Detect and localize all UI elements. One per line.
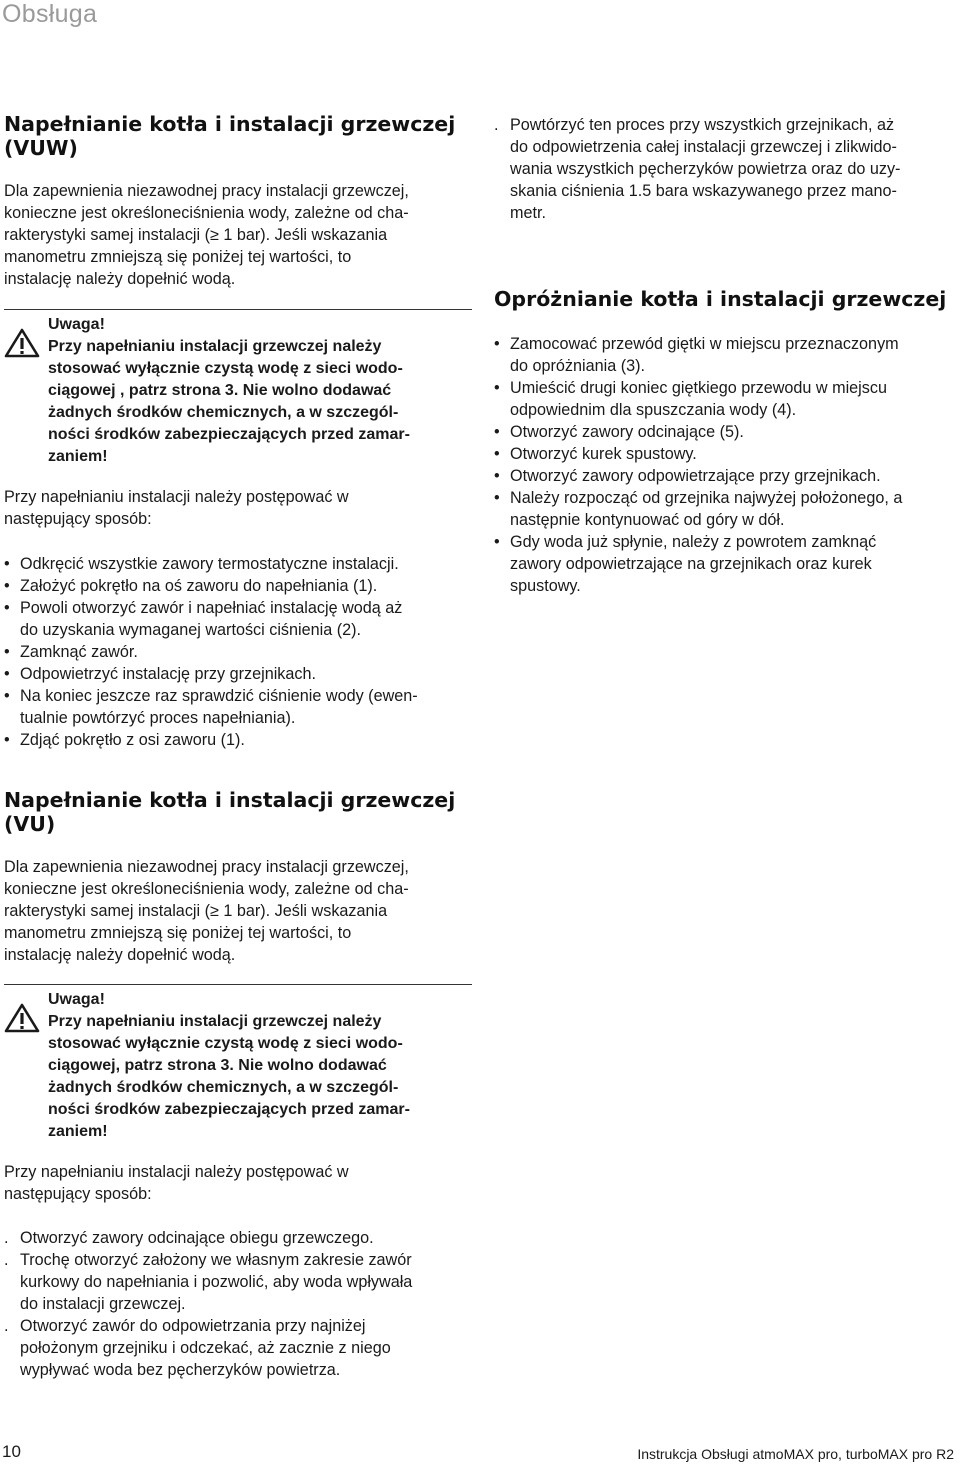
- bullet-icon: •: [494, 335, 500, 353]
- bullet-icon: •: [494, 379, 500, 397]
- warning-triangle-icon: [4, 328, 40, 358]
- list-item: • Zamocować przewód giętki w miejscu przeznaczonym do opróżniania (3).: [494, 335, 899, 375]
- dot-marker: .: [4, 1251, 9, 1269]
- continued-step: [494, 114, 954, 224]
- warning-title: Uwaga!: [48, 991, 105, 1008]
- section-heading-vu: Napełnianie kotła i instalacji grzewczej (VU): [4, 788, 456, 836]
- filling-steps-vu: [4, 1227, 472, 1381]
- warning-box-vuw: [4, 309, 472, 470]
- bullet-icon: •: [494, 467, 500, 485]
- page-number: 10: [2, 1442, 21, 1461]
- page-header: Obsługa: [2, 0, 98, 28]
- section-heading-draining: Opróżnianie kotła i instalacji grzewczej: [494, 287, 947, 311]
- filling-steps-vuw: [4, 553, 472, 751]
- procedure-intro-vu: Przy napełnianiu instalacji należy postępować w następujący sposób:: [4, 1163, 349, 1203]
- list-item: • Zamknąć zawór.: [4, 643, 138, 661]
- bullet-icon: •: [494, 489, 500, 507]
- list-item: • Odpowietrzyć instalację przy grzejnikach.: [4, 665, 316, 683]
- list-item: • Należy rozpocząć od grzejnika najwyżej położonego, a następnie kontynuować od góry w dół.: [494, 489, 903, 529]
- list-item: • Umieścić drugi koniec giętkiego przewodu w miejscu odpowiednim dla spuszczania wody (4).: [494, 379, 887, 419]
- list-item: • Otworzyć zawory odcinające (5).: [494, 423, 744, 441]
- section-intro-vu: Dla zapewnienia niezawodnej pracy instalacji grzewczej, konieczne jest określoneciśnienia wody, zależne od cha- rakterystyki samej instalacji (≥ 1 bar). Jeśli wskazania manometru zmniejszą się poniżej tej wartości, to instalację należy dopełnić wodą.: [4, 858, 409, 964]
- list-item: • Zdjąć pokrętło z osi zaworu (1).: [4, 731, 245, 749]
- bullet-icon: •: [494, 445, 500, 463]
- list-item: . Otworzyć zawór do odpowietrzania przy najniżej położonym grzejniku i odczekać, aż zacznie z niego wypływać woda bez pęcherzyków powietrza.: [4, 1317, 391, 1379]
- list-item: . Powtórzyć ten proces przy wszystkich grzejnikach, aż do odpowietrzenia całej instalacji grzewczej i zlikwido- wania wszystkich pęcherzyków powietrza oraz do uzy- skania ciśnienia 1.5 bara wskazywanego przez mano- metr.: [494, 116, 901, 222]
- dot-marker: .: [494, 116, 499, 134]
- list-item: • Otworzyć zawory odpowietrzające przy grzejnikach.: [494, 467, 881, 485]
- warning-box-vu: [4, 984, 472, 1145]
- list-item: • Odkręcić wszystkie zawory termostatyczne instalacji.: [4, 555, 399, 573]
- draining-steps: [494, 333, 954, 597]
- list-item: . Trochę otworzyć założony we własnym zakresie zawór kurkowy do napełniania i pozwolić, aby woda wpływała do instalacji grzewczej.: [4, 1251, 413, 1313]
- list-item: . Otworzyć zawory odcinające obiegu grzewczego.: [4, 1229, 374, 1247]
- bullet-icon: •: [4, 665, 10, 683]
- bullet-icon: •: [4, 599, 10, 617]
- warning-text: Przy napełnianiu instalacji grzewczej należy stosować wyłącznie czystą wodę z sieci wodo- ciągowej , patrz strona 3. Nie wolno dodawać żadnych środków chemicznych, a w szczegól- ności środków zabezpieczających przed zamar- zaniem!: [48, 338, 410, 465]
- dot-marker: .: [4, 1229, 9, 1247]
- warning-text: Przy napełnianiu instalacji grzewczej należy stosować wyłącznie czystą wodę z sieci wodo- ciągowej, patrz strona 3. Nie wolno dodawać żadnych środków chemicznych, a w szczegól- ności środków zabezpieczających przed zamar- zaniem!: [48, 1013, 410, 1140]
- procedure-intro-vuw: Przy napełnianiu instalacji należy postępować w następujący sposób:: [4, 488, 349, 528]
- list-item: • Gdy woda już spłynie, należy z powrotem zamknąć zawory odpowietrzające na grzejnikach oraz kurek spustowy.: [494, 533, 877, 595]
- document-title: Instrukcja Obsługi atmoMAX pro, turboMAX pro R2: [637, 1446, 954, 1462]
- warning-triangle-icon: [4, 1003, 40, 1033]
- section-intro-vuw: Dla zapewnienia niezawodnej pracy instalacji grzewczej, konieczne jest określoneciśnienia wody, zależne od cha- rakterystyki samej instalacji (≥ 1 bar). Jeśli wskazania manometru zmniejszą się poniżej tej wartości, to instalację należy dopełnić wodą.: [4, 182, 409, 288]
- bullet-icon: •: [494, 423, 500, 441]
- bullet-icon: •: [4, 577, 10, 595]
- list-item: • Na koniec jeszcze raz sprawdzić ciśnienie wody (ewen- tualnie powtórzyć proces napełniania).: [4, 687, 418, 727]
- bullet-icon: •: [4, 643, 10, 661]
- dot-marker: .: [4, 1317, 9, 1335]
- bullet-icon: •: [494, 533, 500, 551]
- bullet-icon: •: [4, 555, 10, 573]
- bullet-icon: •: [4, 731, 10, 749]
- section-heading-vuw: Napełnianie kotła i instalacji grzewczej (VUW): [4, 112, 456, 160]
- warning-title: Uwaga!: [48, 316, 105, 333]
- list-item: • Otworzyć kurek spustowy.: [494, 445, 697, 463]
- list-item: • Założyć pokrętło na oś zaworu do napełniania (1).: [4, 577, 378, 595]
- list-item: • Powoli otworzyć zawór i napełniać instalację wodą aż do uzyskania wymaganej wartości ciśnienia (2).: [4, 599, 403, 639]
- bullet-icon: •: [4, 687, 10, 705]
